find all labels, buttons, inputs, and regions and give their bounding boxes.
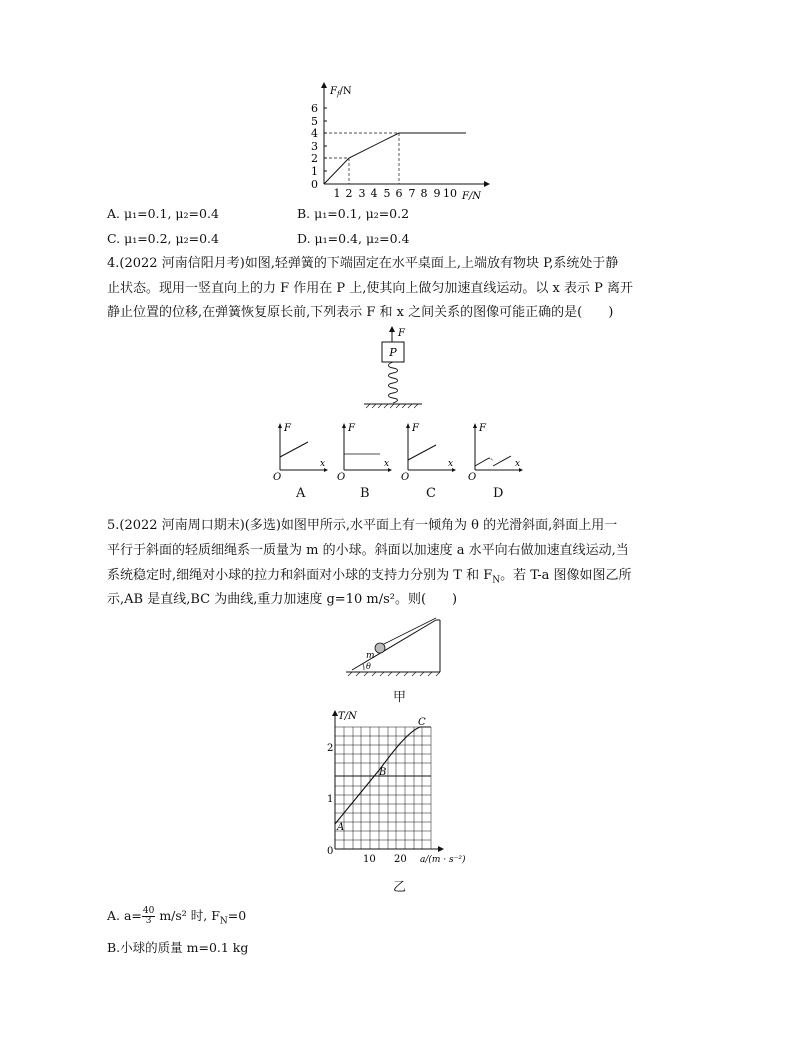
svg-text:θ: θ xyxy=(366,662,371,671)
x-tick-5: 5 xyxy=(383,187,391,200)
caption-jia: 甲 xyxy=(393,690,407,705)
q4-line-1: 4.(2022 河南信阳月考)如图,轻弹簧的下端固定在水平桌面上,上端放有物块 P,系统处于静 xyxy=(107,256,619,271)
incline-figure xyxy=(340,612,460,678)
y-tick-4: 4 xyxy=(311,127,318,140)
x-tick-20: 20 xyxy=(394,854,407,865)
line-d-2 xyxy=(493,456,511,466)
svg-text:F: F xyxy=(348,423,355,434)
svg-text:O: O xyxy=(468,472,477,482)
y-tick-5: 5 xyxy=(311,115,318,128)
x-tick-1: 1 xyxy=(333,187,341,200)
svg-text:m: m xyxy=(366,651,375,661)
y-axis-label: $F_f/N$ xyxy=(330,86,352,98)
fx-graph-c xyxy=(398,420,458,482)
q5-line-4: 示,AB 是直线,BC 为曲线,重力加速度 g=10 m/s²。则( ) xyxy=(107,592,458,607)
x-axis-label: F/N xyxy=(462,191,482,200)
q5-line-1: 5.(2022 河南周口期末)(多选)如图甲所示,水平面上有一倾角为 θ 的光滑斜面,斜面上用一 xyxy=(107,518,618,533)
choice-label-b: B xyxy=(360,486,370,501)
y-axis-label: T/N xyxy=(338,711,357,722)
choice-label-d: D xyxy=(493,486,504,501)
choice-label-a: A xyxy=(296,486,306,501)
caption-yi: 乙 xyxy=(393,880,407,895)
q5-line-3: 系统稳定时,细绳对小球的拉力和斜面对小球的支持力分别为 T 和 $F_N$。若 T-a 图像如图乙所 xyxy=(107,568,632,586)
y-tick-6: 6 xyxy=(311,102,318,115)
svg-text:x: x xyxy=(515,459,521,469)
svg-text:x: x xyxy=(320,459,326,469)
x-axis-label: a/(m · s⁻²) xyxy=(420,855,466,865)
friction-force-graph xyxy=(300,80,490,200)
y-tick-3: 3 xyxy=(311,140,318,153)
y-tick-2: 2 xyxy=(311,152,318,165)
y-tick-2: 2 xyxy=(327,743,334,754)
choice-label-c: C xyxy=(426,486,436,501)
spring-block-figure xyxy=(360,326,440,412)
origin-label: 0 xyxy=(327,846,334,857)
point-c-label: C xyxy=(418,717,426,728)
q3-option-a: A. μ₁=0.1, μ₂=0.4 xyxy=(107,206,219,221)
x-tick-3: 3 xyxy=(358,187,366,200)
y-tick-1: 1 xyxy=(311,165,318,178)
svg-text:O: O xyxy=(273,472,282,482)
q4-line-2: 止状态。现用一竖直向上的力 F 作用在 P 上,使其向上做匀加速直线运动。以 x 表示 P 离开 xyxy=(107,281,634,296)
q3-option-b: B. μ₁=0.1, μ₂=0.2 xyxy=(297,206,410,221)
x-tick-7: 7 xyxy=(408,187,416,200)
x-tick-10: 10 xyxy=(443,187,457,200)
tension-acceleration-graph xyxy=(322,706,482,866)
spring-coil xyxy=(389,362,398,403)
point-b-label: B xyxy=(379,767,387,778)
line-c xyxy=(408,445,436,460)
y-tick-1: 1 xyxy=(327,794,334,805)
fx-graph-a xyxy=(270,420,330,482)
svg-text:O: O xyxy=(401,472,410,482)
x-tick-4: 4 xyxy=(370,187,378,200)
q3-option-d: D. μ₁=0.4, μ₂=0.4 xyxy=(297,231,410,246)
q3-option-c: C. μ₁=0.2, μ₂=0.4 xyxy=(107,231,219,246)
svg-text:F: F xyxy=(412,423,419,434)
point-a-label: A xyxy=(337,822,345,833)
q4-line-3: 静止位置的位移,在弹簧恢复原长前,下列表示 F 和 x 之间关系的图像可能正确的是( ) xyxy=(107,305,614,320)
x-tick-6: 6 xyxy=(395,187,403,200)
x-tick-9: 9 xyxy=(433,187,441,200)
origin-label: 0 xyxy=(311,178,318,191)
fx-graph-d xyxy=(465,420,525,482)
x-tick-2: 2 xyxy=(345,187,353,200)
svg-text:F: F xyxy=(284,423,291,434)
fx-graph-b xyxy=(334,420,394,482)
friction-curve xyxy=(324,133,466,184)
svg-text:x: x xyxy=(384,459,390,469)
line-d-1 xyxy=(475,458,489,466)
svg-text:F: F xyxy=(479,423,486,434)
x-tick-8: 8 xyxy=(420,187,428,200)
q5-line-2: 平行于斜面的轻质细绳系一质量为 m 的小球。斜面以加速度 a 水平向右做加速直线运动,当 xyxy=(107,543,629,558)
line-a xyxy=(280,442,308,457)
q5-option-a: A. a= $\frac{40}{3}$ m/s² 时, $F_N=0$ xyxy=(107,906,247,927)
force-label: F xyxy=(398,328,405,339)
ball xyxy=(375,643,385,653)
x-tick-10: 10 xyxy=(363,854,376,865)
q5-option-b: B.小球的质量 m=0.1 kg xyxy=(107,940,249,955)
svg-text:x: x xyxy=(448,459,454,469)
svg-text:O: O xyxy=(337,472,346,482)
block-label: P xyxy=(389,346,397,359)
